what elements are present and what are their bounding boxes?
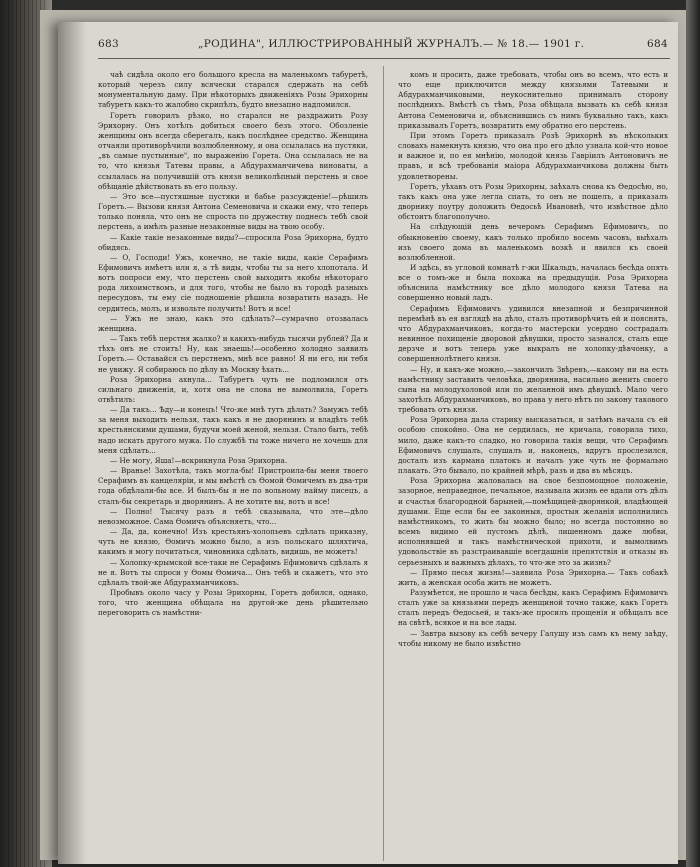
paragraph: — Такъ тебѣ перстня жалко? и какихъ-нибудь тысячи рублей? Да и тѣхъ онъ не стоитъ! Ну, как знаешь!—особенно холодно заявилъ Горетъ.— Оставайся съ перстнемъ, мнѣ все равно! Я ни его, ни тебя не увижу. Я собираюсь по дѣлу въ Москву ѣхать... [98,334,368,374]
paragraph: комъ и просить, даже требовать, чтобы онъ во всемъ, что есть и что еще приключится между князьями Татевыми и Абдурахманчиковыми, неукоснительно принималъ сторону послѣднихъ. Вмѣстѣ съ тѣмъ, Роза обѣщала вызвать къ себѣ князя Антона Семеновича и, объяснившись съ нимъ буквально такъ, какъ приказывалъ Горетъ, возвратить ему обратно его перстень. [398,70,668,130]
right-column [398,70,668,860]
paragraph: — Полно! Тысячу разъ я тебѣ сказывала, что эте—дѣло невозможное. Сама Ѳомичъ объясняетъ, что... [98,506,368,526]
paragraph: — Ужъ не знаю, какъ это сдѣлать?—сумрачно отозвалась женщина. [98,313,368,333]
page-number-right: 684 [647,38,668,50]
paragraph: Горетъ говорилъ рѣзко, но старался не раздражить Розу Эрихорну. Онъ хотѣлъ добиться своего безъ этого. Обозленіе женщины онъ всегда сберегалъ, какъ послѣднее средство. Женщина отчаяли противорѣчили возлюбленному, и она ссылалась на пустяки, „въ самые пустынные", по выраженію Горета. Она ссылалась не на то, что князья Татевы правы, а Абдурахманчичева виноваты, а ссылалась на получившій отъ князя великолѣпный перстень и свое обѣщаніе дѣйствовать въ его пользу. [98,110,368,191]
right-page-edge [686,0,700,867]
running-header [98,38,668,56]
page-number-left: 683 [98,38,119,50]
paragraph: — Холопку-крымской все-таки не Серафимъ Ефимовичъ сдѣлалъ я не я. Вотъ ты спроси у Ѳомы Ѳомича... Онъ тебѣ и скажетъ, что это сдѣлалъ твой-же Абдурахманчиковъ. [98,557,368,587]
paragraph: — Да, да, конечно! Изъ крестьянъ-холопьевъ сдѣлать приказну, чуть не князю, Ѳомичъ можно было, а изъ польскаго шляхтича, какимъ я могу почитаться, чиновника сдѣлать, видишь, не можетъ! [98,527,368,557]
paragraph: Роза Эрихорна дала старику высказаться, и затѣмъ начала съ ей особою спокойно. Она не сердилась, не кричала, говорила тихо, мило, даже какъ-то сладко, но говорила такія вещи, что Серафимъ Ефимовичъ слушалъ, слушалъ и, наконецъ, вдругъ прослезился, досталъ изъ кармана платокъ и началъ уже чуть не формально плакать. Это бывало, по крайней мѣрѣ, разъ и два въ мѣсяцъ. [398,415,668,476]
paragraph: — Прямо песья жизнь!—заявила Роза Эрихорна.— Такъ собакѣ жить, а женская особа жить не можетъ. [398,567,668,587]
paragraph: — Вранье! Захотѣла, такъ могла-бы! Пристроила-бы меня твоего Серафимъ въ канцеляріи, и мы вмѣстѣ съ Ѳомой Ѳомичемъ въ два-три года обдѣлали-бы все. И былъ-бы я не по вольному найму писецъ, а сталъ-бы секретарь и дворянинъ. А не хотите вы, вотъ и все! [98,466,368,506]
paragraph: На слѣдующій день вечеромъ Серафимъ Ефимовичъ, по обыкновенію своему, какъ только пробило восемь часовъ, выѣхалъ изъ своего дома въ маленькомъ возкѣ и явился къ своей возлюбленной. [398,222,668,262]
paragraph: И здѣсь, въ угловой комнатѣ г-жи Шкальдъ, началась бесѣда опять все о томъ-же и была похожа на предыдущія. Роза Эрихорна объяснила намѣстнику все дѣло молодого князя Татева на совершенно новый ладъ. [398,262,668,303]
column-divider [383,66,384,861]
paragraph: Пробывъ около часу у Розы Эрихорны, Горетъ добился, однако, того, что женщина обѣщала на другой-же день рѣшительно переговорить съ намѣстни- [98,587,368,618]
paragraph: — Ну, и какъ-же можно,—закончилъ Звѣревъ,—какому ни на есть намѣстнику заставить человѣка, дворянина, насильно женить своего сына на молодухоловой или по желанной имъ дѣвушкѣ. Мало чего захотѣлъ Абдурахманчиковъ, но права у него нѣтъ по закону такового требовать отъ князя. [398,364,668,415]
journal-title: „РОДИНА", ИЛЛЮСТРИРОВАННЫЙ ЖУРНАЛЪ.— № 18.— 1901 г. [198,38,585,50]
paragraph: При этомъ Горетъ приказалъ Розѣ Эрихорнѣ въ нѣскольких словахъ намекнуть князю, что она про его дѣло узнала кой-что новое и важное и, по ея мнѣнію, молодой князь Гавріилъ Антоновичъ не правъ, и всѣ требованія маіора Абдурахманчикова должны быть удовлетворены. [398,130,668,181]
header-rule [98,58,670,59]
paragraph: — О, Господи! Ужъ, конечно, не такіе виды, какіе Серафимъ Ефимовичъ имѣетъ или я, а тѣ виды, чтобы ты за него хлопотала. И вотъ попроси ему, что перстень свой выходитъ якобы нѣкотораго рода лихоимствомъ, и для того, чтобы не было въ городѣ разныхъ пересудовъ, ты ему сіе подношеніе рѣшила возвратить назадъ. Не сердитесь, молъ, и извольте получить! Вотъ и все! [98,252,368,313]
paragraph: Серафимъ Ефимовичъ удивился внезапной и безпричинной перемѣнѣ въ ея взглядѣ на дѣло, сталъ противорѣчить ей и пояснять, что Абдурахманчиковъ, когда-то мастерски усердно сострадалъ невинное похищеніе дворовой дѣвушки, просто зазнался, сталъ еще дерзче и вотъ теперь уже выкралъ не холопку-дѣвчонку, а совершеннолѣтнего князя. [398,303,668,364]
paragraph: Роза Эрихорна ахнула... Табуретъ чуть не подломился отъ сильнаго движенія, и, хотя она не слова не вымолвила, Горетъ отвѣтилъ: [98,374,368,404]
paragraph: чаѣ сидѣла около его большого кресла на маленькомъ табуретѣ, который черезъ силу всячески старался сдержать на себѣ монументальную даму. При нѣкоторыхъ движеніяхъ Розы Эрихорны табуретъ какъ-то жалобно скрипѣлъ, будто внезапно надломился. [98,70,368,110]
paragraph: — Не могу, Яша!—вскрикнула Роза Эрихорна. [110,455,288,465]
journal-page [58,22,678,864]
paragraph: Горетъ, уѣхавъ отъ Розы Эрихорны, заѣхалъ снова къ Ѳедосѣю, но, такъ какъ она уже легла спать, то онъ не пошелъ, а приказалъ дворнику поутру доложить Ѳедосьѣ Ивановнѣ, что извѣстное дѣло обстоитъ благополучно. [398,181,668,222]
paragraph: Разумѣется, не прошло и часа бесѣды, какъ Серафимъ Ефимовичъ сталъ уже за князьями передъ женщиной точно также, какъ Горетъ сталъ передъ Ѳедосьей, и такъ-же просилъ прощенія и обѣщалъ все на свѣтѣ, всякое и на все лады. [398,587,668,628]
paragraph: — Это все—пустяшные пустяки и бабье разсужденіе!—рѣшилъ Горетъ.— Вызови князя Антона Семеновича и скажи ему, что теперь только поняла, что онъ не спроста по дружеству поднесъ тебѣ свой перстень, а имѣлъ разные незаконные виды на твою особу. [98,191,368,232]
paragraph: — Какіе такіе незаконные виды?—спросила Роза Эрихорна, будто обидясь. [98,232,368,252]
paragraph: — Да такъ... Ѣду—и конецъ! Что-же мнѣ тутъ дѣлать? Замужъ тебѣ за меня выходить нельзя, такъ какъ я не дворянинъ и владѣть тебѣ крестьянскими душами, будучи моей женой, нельзя. Стало быть, тебѣ надо искать другого мужа. По службѣ ты тоже ничего не хочешь для меня сдѣлать... [98,405,368,455]
left-column [98,70,368,860]
paragraph: — Завтра вызову къ себѣ вечеру Галушу изъ самъ къ нему заѣду, чтобы никому не было извѣстно [398,628,668,648]
paragraph: Роза Эрихорна жаловалась на свое безпомощное положеніе, зазорное, неправедное, печальное, называла жизнь ее вдали отъ дѣлъ и счастья благородной барыней,—помѣщицей-дворянкой, владѣющей душами. Еще если бы ее законныя, простыя желанія исполнились намѣстникомъ, то жить бы можно было; но всегда постоянно во всемъ видимо ей пустомъ дѣлѣ, лишенномъ даже любви, исполнявшей и такъ намѣстнической прихоти, и вымолвимъ удовольствіе въ разстраивавшіе всегдашнія препятствія и отказы въ серьезныхъ и важныхъ дѣлахъ, то что-же это за жизнь? [398,476,668,567]
